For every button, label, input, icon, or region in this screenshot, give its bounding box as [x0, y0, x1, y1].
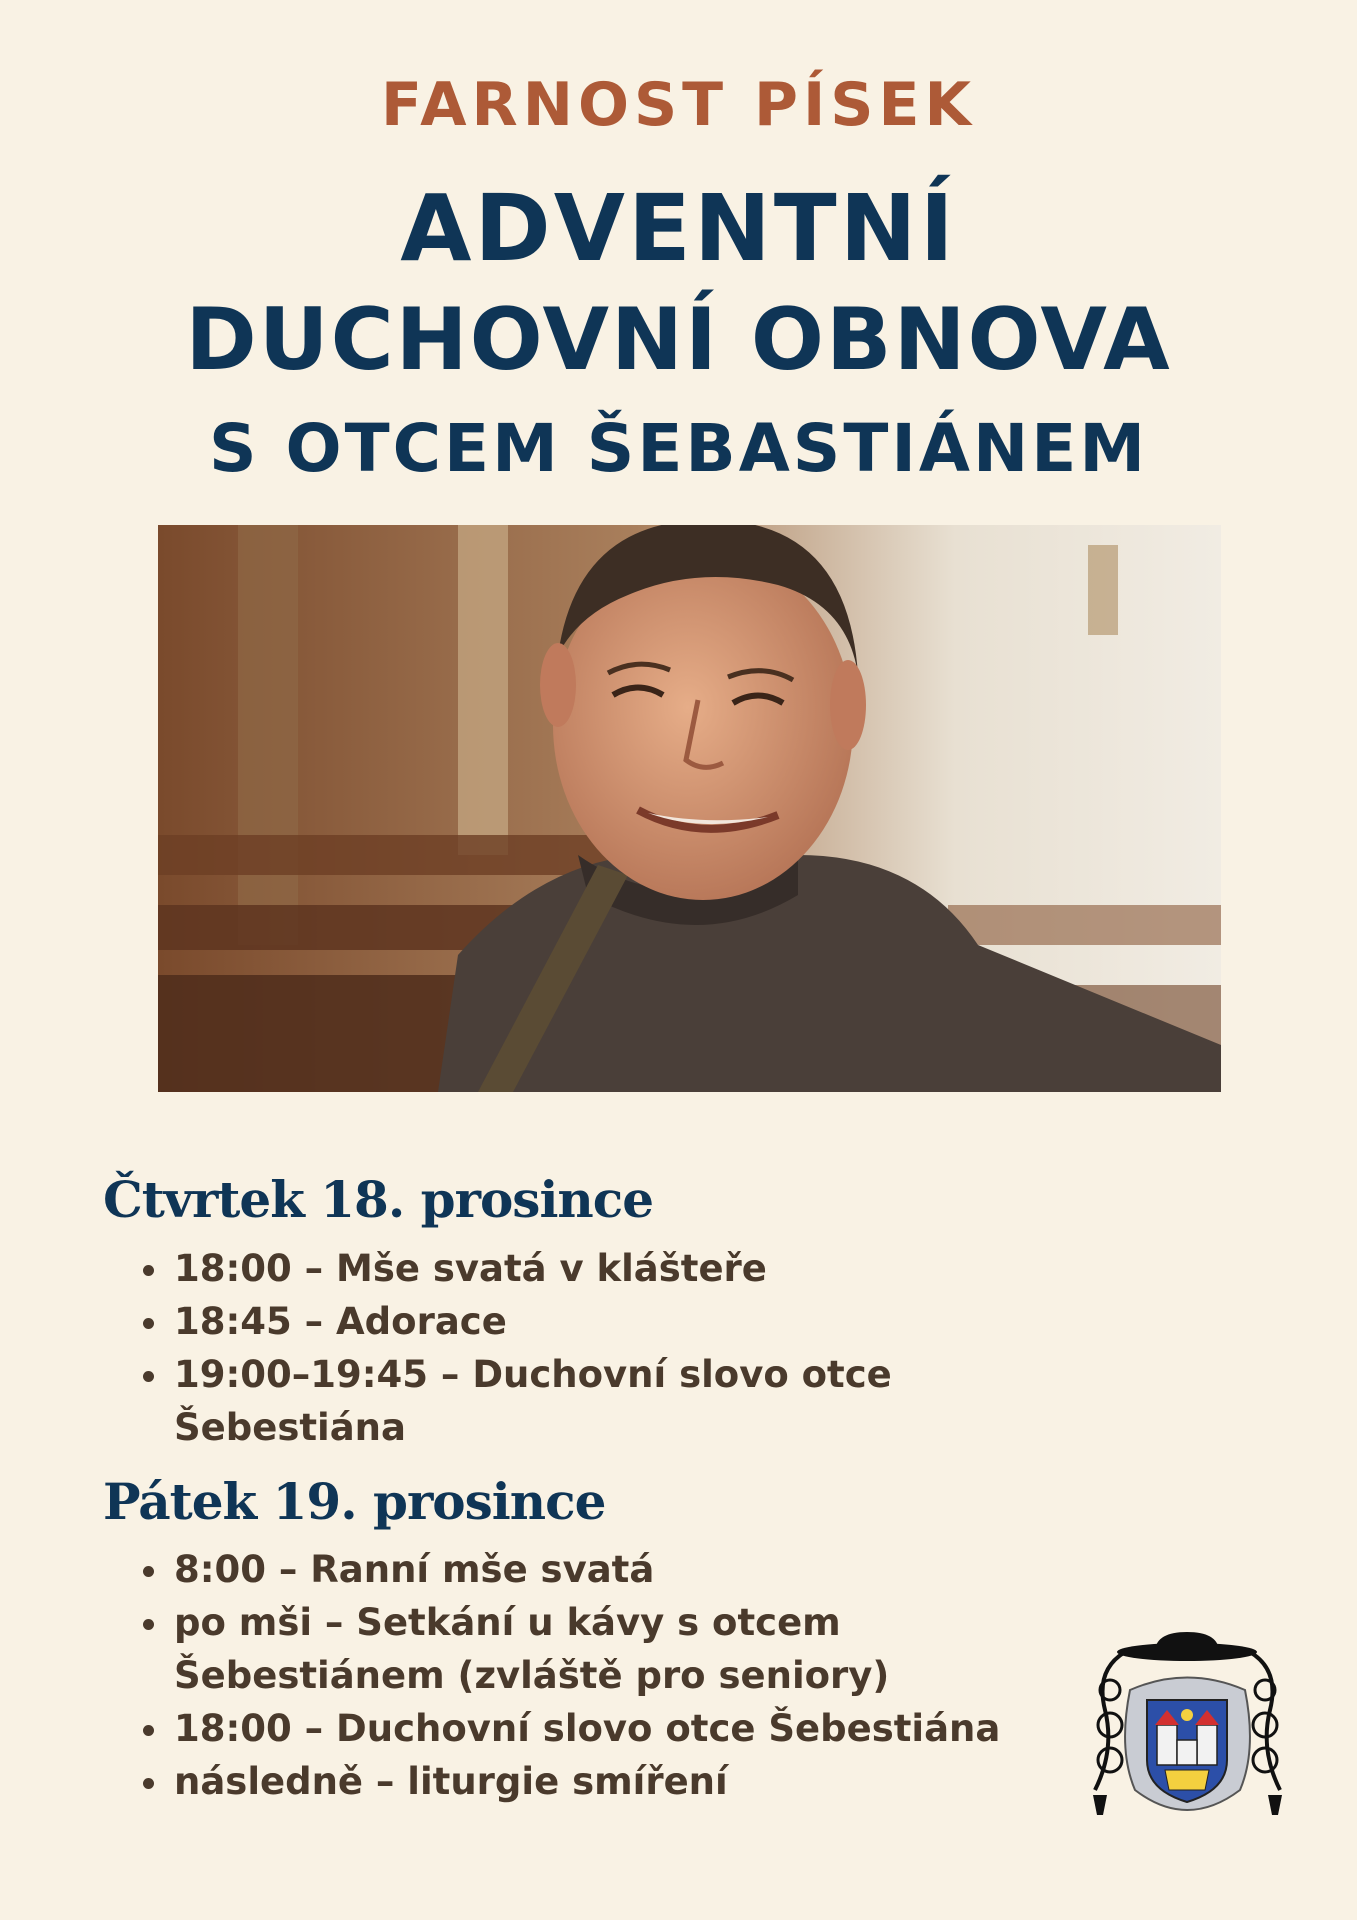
coat-of-arms-icon — [1085, 1630, 1290, 1840]
list-item: • 18:00 – Duchovní slovo otce Šebestiána — [172, 1702, 1112, 1755]
day-heading-thursday: Čtvrtek 18. prosince — [103, 1170, 654, 1229]
event-subtitle: S OTCEM ŠEBASTIÁNEM — [208, 410, 1148, 487]
schedule-list-thursday — [130, 1242, 1112, 1454]
list-item: • 18:45 – Adorace — [172, 1295, 1112, 1348]
day-heading-friday: Pátek 19. prosince — [103, 1472, 606, 1531]
list-item: • 19:00–19:45 – Duchovní slovo otce Šebestiána — [172, 1348, 1112, 1454]
list-item: • po mši – Setkání u kávy s otcem Šebestiánem (zvláště pro seniory) — [172, 1596, 1112, 1702]
list-item: • následně – liturgie smíření — [172, 1755, 1112, 1808]
event-title-line1: ADVENTNÍ — [400, 175, 957, 282]
list-item: • 8:00 – Ranní mše svatá — [172, 1543, 1112, 1596]
parish-name: FARNOST PÍSEK — [381, 70, 976, 140]
event-title-line2: DUCHOVNÍ OBNOVA — [185, 290, 1172, 390]
priest-photo — [158, 525, 1221, 1092]
list-item: • 18:00 – Mše svatá v klášteře — [172, 1242, 1112, 1295]
schedule-list-friday — [130, 1543, 1112, 1808]
priest-portrait-illustration — [158, 525, 1221, 1092]
